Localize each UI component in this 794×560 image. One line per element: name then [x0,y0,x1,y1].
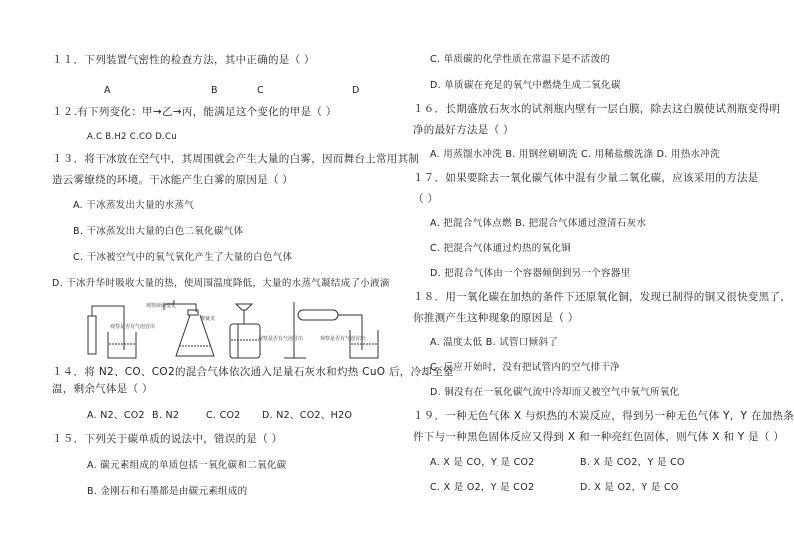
q17-line1: １７．如果要除去一氧化碳气体中混有少量二氧化碳，应该采用的方法是 [413,172,759,184]
apparatus-figure [80,300,386,362]
fig-d-label: 观察是否有气泡冒出 [320,336,366,342]
q18-line2: 你推测产生这种现象的原因是（ ） [413,312,579,324]
q13-option-b: B. 干冰蒸发出大量的白色二氧化碳气体 [73,226,244,237]
q13-line2: 造云雾缭绕的环境。干冰能产生白雾的原因是（ ） [52,174,294,186]
q15-stem: １５．下列关于碳单质的说法中，错误的是（ ） [52,433,283,445]
q11-stem: １１．下列装置气密性的检查方法，其中正确的是（ ） [52,54,315,66]
fig-b-label2: 弹簧夹 [200,316,216,322]
q15-option-d: D. 单质碳在充足的氧气中燃烧生成二氧化碳 [430,80,621,91]
fig-a-label: 观察是否有气泡冒出 [110,324,156,330]
q15-option-a: A. 碳元素组成的单质包括一氧化碳和二氧化碳 [87,460,287,471]
q17-line2: （ ） [413,193,439,205]
q13-option-d: D. 干冰升华时吸收大量的热，使周围温度降低，大量的水蒸气凝结成了小液滴 [52,278,390,289]
q19-line2: 件下与一种黑色固体反应又得到 X 和一种亮红色固体，则气体 X 和 Y 是（ ） [413,431,785,443]
q15-option-c: C. 单质碳的化学性质在常温下是不活泼的 [430,54,611,65]
q19-line1: １９．一种无色气体 X 与炽热的木炭反应，得到另一种无色气体 Y，Y 在加热条 [413,410,794,422]
q11-option-c: C [257,85,264,96]
q19-option-d: D. X 是 O2，Y 是 CO [580,482,679,493]
q19-option-a: A. X 是 CO，Y 是 CO2 [430,457,535,468]
q19-option-c: C. X 是 O2，Y 是 CO2 [430,482,535,493]
q13-option-a: A. 干冰蒸发出大量的水蒸气 [73,200,195,211]
q14-option-c: C. CO2 [206,410,241,421]
q13-option-c: C. 干冰被空气中的氧气氧化产生了大量的白色气体 [73,252,293,263]
q16-line1: １６．长期盛放石灰水的试剂瓶内壁有一层白膜，除去这白膜使试剂瓶变得明 [413,103,781,115]
fig-b-label1: 观察液面变化 [146,303,177,309]
q12-options: A.C B.H2 C.CO D.Cu [87,132,177,142]
q11-option-d: D [352,85,360,96]
q14-line1: １４．将 N2、CO、CO2的混合气体依次通入足量石灰水和灼热 CuO 后，冷却至室 [52,366,454,378]
fig-c-label: 观察是否有气泡冒出 [258,336,304,342]
q11-option-b: B [211,85,218,96]
q17-option-d: D. 把混合气体由一个容器倾倒到另一个容器里 [430,268,631,279]
q18-option-d: D. 铜没有在一氧化碳气流中冷却而又被空气中氧气所氧化 [430,387,680,398]
q19-option-b: B. X 是 CO2，Y 是 CO [580,457,685,468]
q17-option-c: C. 把混合气体通过灼热的氧化铜 [430,243,571,254]
q12-stem: １２.有下列变化：甲→乙→丙，能满足这个变化的甲是（ ） [52,106,337,118]
q14-option-b: B. N2 [152,410,180,421]
q18-option-ab: A. 温度太低 B. 试管口倾斜了 [430,337,559,348]
q15-option-b: B. 金刚石和石墨都是由碳元素组成的 [87,486,248,497]
q13-line1: １３．将干冰放在空气中，其周围就会产生大量的白雾，因而舞台上常用其制 [52,153,420,165]
q11-option-a: A [104,85,111,96]
q17-option-ab: A. 把混合气体点燃 B. 把混合气体通过澄清石灰水 [430,218,647,229]
q18-line1: １８．用一氧化碳在加热的条件下还原氧化铜，发现已制得的铜又很快变黑了， [413,291,791,303]
q18-option-c: C. 反应开始时，没有把试管内的空气排干净 [430,362,620,373]
q16-line2: 净的最好方法是（ ） [413,124,514,136]
q16-options: A. 用蒸馏水冲洗 B. 用钢丝刷刷洗 C. 用稀盐酸洗涤 D. 用热水冲洗 [430,149,720,160]
q14-line2: 温，剩余气体是（ ） [52,383,153,395]
q14-option-d: D. N2、CO2、H2O [262,410,353,421]
q14-option-a: A. N2、CO2 [87,410,145,421]
